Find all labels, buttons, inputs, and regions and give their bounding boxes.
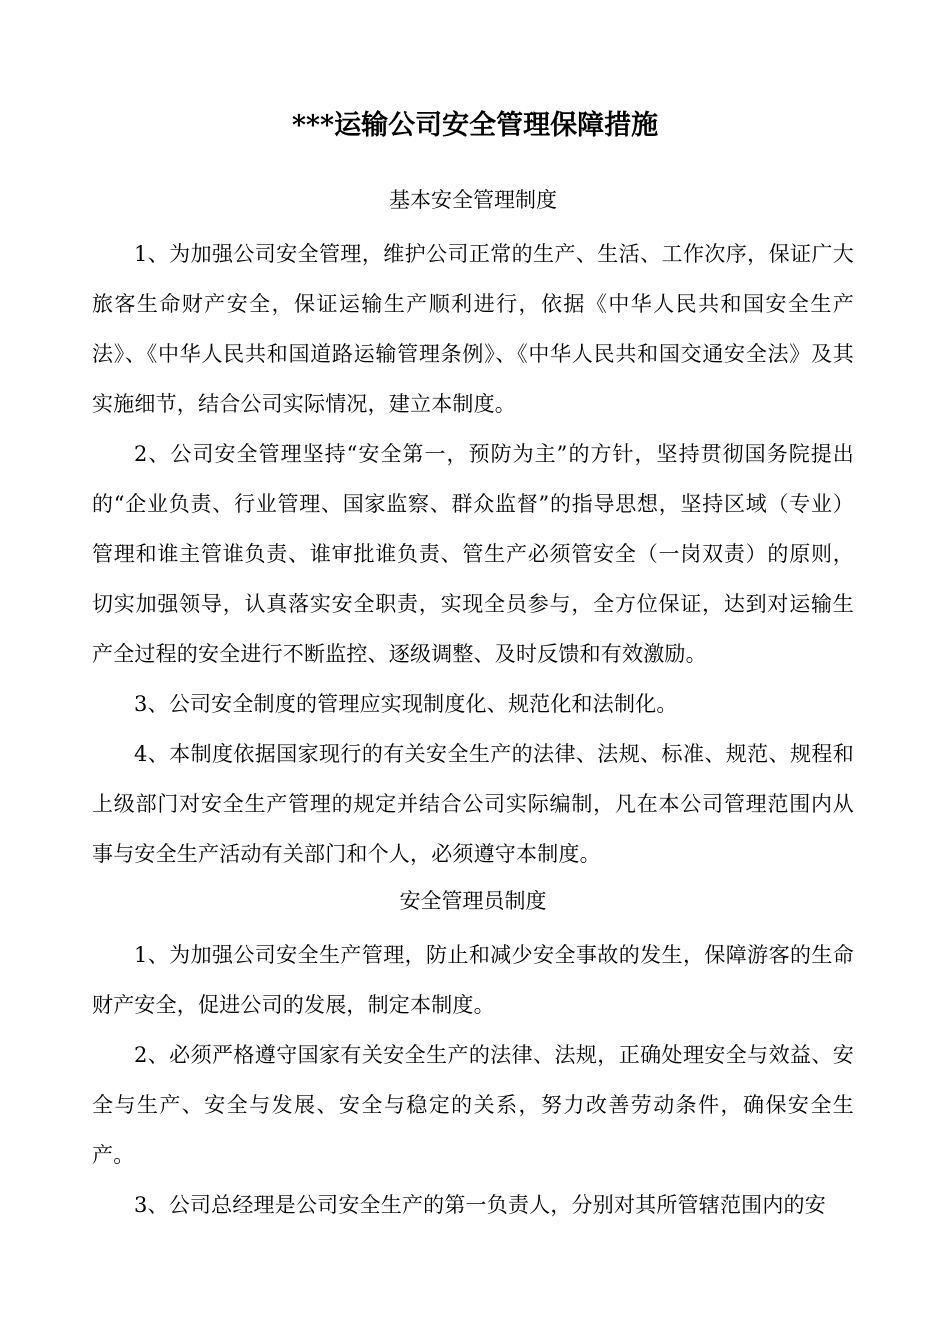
paragraph: 2、必须严格遵守国家有关安全生产的法律、法规，正确处理安全与效益、安全与生产、安全与发展、安全与稳定的关系，努力改善劳动条件，确保安全生产。 (92, 1043, 854, 1167)
section-heading-safety-officer: 安全管理员制度 (399, 889, 547, 913)
document-title: ***运输公司安全管理保障措施 (291, 110, 659, 141)
section-heading-basic-safety: 基本安全管理制度 (389, 188, 557, 212)
paragraph: 4、本制度依据国家现行的有关安全生产的法律、法规、标准、规范、规程和上级部门对安全生产管理的规定并结合公司实际编制，凡在本公司管理范围内从事与安全生产活动有关部门和个人，必须遵守本制度。 (92, 742, 854, 866)
paragraph: 3、公司安全制度的管理应实现制度化、规范化和法制化。 (134, 692, 678, 716)
document-body (92, 182, 854, 1230)
paragraph: 3、公司总经理是公司安全生产的第一负责人，分别对其所管辖范围内的安 (134, 1193, 826, 1217)
paragraph: 1、为加强公司安全管理，维护公司正常的生产、生活、工作次序，保证广大旅客生命财产安全，保证运输生产顺利进行，依据《中华人民共和国安全生产法》、《中华人民共和国道路运输管理条例》、《中华人民共和国交通安全法》及其实施细节，结合公司实际情况，建立本制度。 (92, 242, 854, 416)
paragraph: 1、为加强公司安全生产管理，防止和减少安全事故的发生，保障游客的生命财产安全，促进公司的发展，制定本制度。 (92, 943, 854, 1017)
paragraph: 2、公司安全管理坚持“安全第一，预防为主”的方针，坚持贯彻国务院提出的“企业负责、行业管理、国家监察、群众监督”的指导思想，坚持区域（专业）管理和谁主管谁负责、谁审批谁负责、管生产必须管安全（一岗双责）的原则，切实加强领导，认真落实安全职责，实现全员参与，全方位保证，达到对运输生产全过程的安全进行不断监控、逐级调整、及时反馈和有效激励。 (92, 442, 854, 666)
